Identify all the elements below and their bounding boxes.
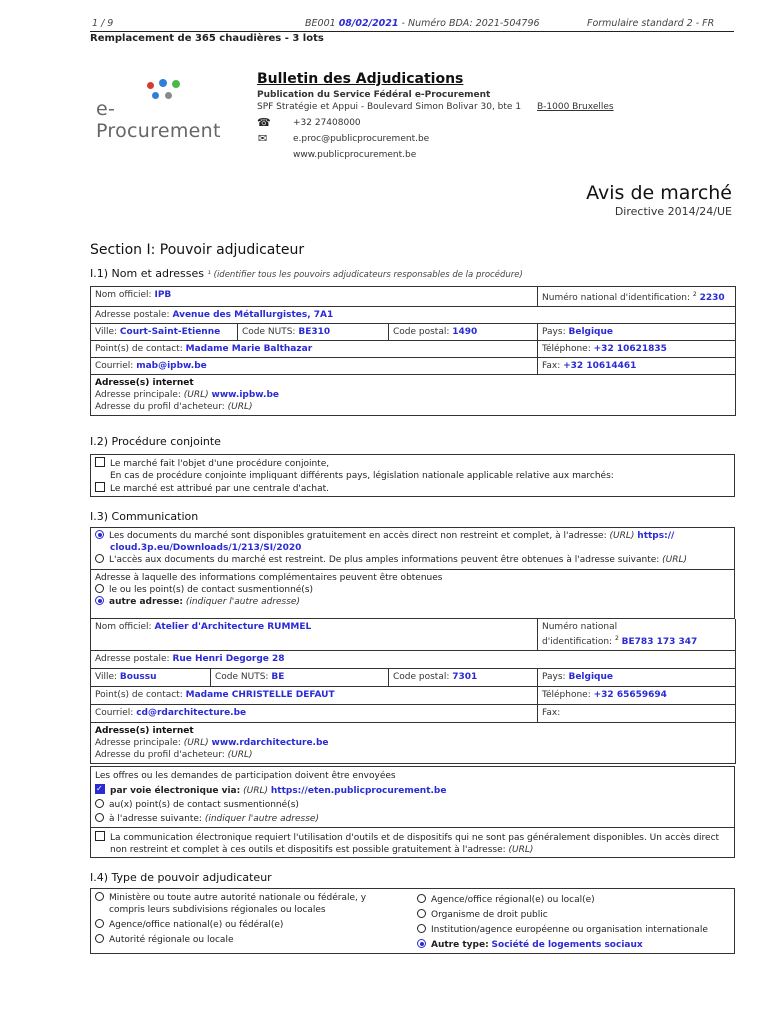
adr2-label: Adresse postale: (95, 654, 170, 664)
ville2-value: Boussu (119, 672, 157, 682)
eprocurement-logo (90, 74, 230, 142)
type-eu-institution-label: Institution/agence européenne ou organisation internationale (431, 925, 708, 935)
logo-dot-green (172, 80, 180, 88)
type-regional-authority-radio[interactable] (95, 934, 104, 943)
i4-title: I.4) Type de pouvoir adjudicateur (90, 871, 272, 884)
i3-title: I.3) Communication (90, 510, 199, 523)
url-tag: (URL) (243, 786, 268, 796)
more-info-contact-label: le ou les point(s) de contact susmentionné(s) (109, 585, 314, 595)
natid2-label1: Numéro national (542, 622, 618, 632)
natid-sup: 2 (692, 291, 697, 298)
internet-label: Adresse(s) internet (95, 378, 194, 388)
docs-free-radio[interactable] (95, 530, 104, 539)
contact-value: Madame Marie Balthazar (185, 344, 313, 354)
type-regional-authority-label: Autorité régionale ou locale (109, 935, 234, 945)
i1-table (90, 286, 736, 416)
bulletin-phone: +32 27408000 (293, 118, 361, 128)
pays-value: Belgique (568, 327, 614, 337)
bulletin-city: B-1000 Bruxelles (537, 102, 614, 112)
submit-other-note: (indiquer l'autre adresse) (204, 814, 319, 824)
subject-title: Remplacement de 365 chaudières - 3 lots (90, 33, 324, 44)
type-regional-agency-radio[interactable] (417, 894, 426, 903)
i1-title: I.1) Nom et adresses (90, 267, 205, 280)
i2-box (90, 454, 735, 497)
cp-value: 1490 (452, 327, 478, 337)
adr2-value: Rue Henri Degorge 28 (172, 654, 285, 664)
nuts-value: BE310 (298, 327, 331, 337)
more-info-other-label: autre adresse: (109, 597, 183, 607)
more-info-contact-radio[interactable] (95, 584, 104, 593)
pays2-value: Belgique (568, 672, 613, 682)
central-purchase-label: Le marché est attribué par une centrale d'achat. (110, 484, 329, 494)
tel-label: Téléphone: (542, 344, 591, 354)
pays2-label: Pays: (542, 672, 566, 682)
cp-label: Code postal: (393, 327, 450, 337)
fax-value: +32 10614461 (563, 361, 637, 371)
type-public-body-label: Organisme de droit public (431, 910, 548, 920)
type-national-agency-radio[interactable] (95, 919, 104, 928)
bulletin-email[interactable]: e.proc@publicprocurement.be (293, 134, 430, 144)
i4-right-column (417, 894, 732, 951)
cp2-label: Code postal: (393, 672, 450, 682)
profil-label: Adresse du profil d'acheteur: (95, 402, 225, 412)
main2-url[interactable]: www.rdarchitecture.be (211, 738, 329, 748)
section-title: Section I: Pouvoir adjudicateur (90, 242, 305, 258)
adr-value: Avenue des Métallurgistes, 7A1 (172, 310, 334, 320)
more-info-other-radio[interactable] (95, 596, 104, 605)
i3-table (90, 619, 736, 764)
logo-text: e-Procurement (96, 98, 221, 142)
notice-title: Avis de marché (586, 182, 732, 204)
i1-note: ¹ (identifier tous les pouvoirs adjudicateurs responsables de la procédure) (207, 270, 523, 280)
type-other-label: Autre type: (431, 940, 489, 950)
central-purchase-checkbox[interactable] (95, 482, 105, 492)
natid2-value: BE783 173 347 (621, 637, 698, 647)
tools-text-line2: non restreint et complet à ces outils et dispositifs est possible gratuitement à l'adresse: (110, 845, 506, 855)
i4-left-column (95, 892, 395, 946)
bulletin-web[interactable]: www.publicprocurement.be (293, 150, 417, 160)
bulletin-title: Bulletin des Adjudications (257, 71, 464, 87)
joint-procedure-note: En cas de procédure conjointe impliquant différents pays, législation nationale applicable relative aux marchés: (110, 471, 614, 481)
bulletin-subtitle: Publication du Service Fédéral e-Procurement (257, 90, 491, 100)
adr-label: Adresse postale: (95, 310, 170, 320)
form-type: Formulaire standard 2 - FR (587, 18, 715, 29)
notice-directive: Directive 2014/24/UE (614, 205, 732, 218)
submit-other-radio[interactable] (95, 813, 104, 822)
type-eu-institution-radio[interactable] (417, 924, 426, 933)
pays-label: Pays: (542, 327, 566, 337)
joint-procedure-label: Le marché fait l'objet d'une procédure conjointe, (110, 459, 330, 469)
submit-url[interactable]: https://eten.publicprocurement.be (270, 786, 447, 796)
url-tag: (URL) (662, 555, 688, 565)
submit-electronic-label: par voie électronique via: (110, 786, 241, 796)
tools-box (90, 828, 735, 858)
nom2-value: Atelier d'Architecture RUMMEL (154, 622, 312, 632)
url-tag: (URL) (609, 531, 635, 541)
nom-label: Nom officiel: (95, 290, 152, 300)
type-ministry-radio[interactable] (95, 892, 104, 901)
more-info-label: Adresse à laquelle des informations complémentaires peuvent être obtenues (95, 573, 443, 583)
main2-label: Adresse principale: (95, 738, 181, 748)
docs-restricted-label: L'accès aux documents du marché est restreint. De plus amples informations peuvent être obtenues à l'adresse suivante: (109, 555, 660, 565)
bulletin-address: SPF Stratégie et Appui - Boulevard Simon Bolivar 30, bte 1 (257, 102, 522, 112)
submit-other-label: à l'adresse suivante: (109, 814, 202, 824)
nom2-label: Nom officiel: (95, 622, 152, 632)
contact2-label: Point(s) de contact: (95, 690, 183, 700)
type-national-agency-label: Agence/office national(e) ou fédéral(e) (109, 920, 284, 930)
url-tag: (URL) (227, 402, 253, 412)
mail2-value[interactable]: cd@rdarchitecture.be (136, 708, 247, 718)
submit-electronic-checkbox[interactable] (95, 784, 105, 794)
logo-dot-red (147, 82, 154, 89)
url-tag: (URL) (227, 750, 253, 760)
submission-box (90, 766, 735, 828)
logo-dot-blue (159, 79, 167, 87)
nuts2-label: Code NUTS: (215, 672, 269, 682)
docs-restricted-radio[interactable] (95, 554, 104, 563)
i2-title: I.2) Procédure conjointe (90, 435, 221, 448)
fax-label: Fax: (542, 361, 561, 371)
url-tag: (URL) (508, 845, 534, 855)
tools-text-line1: La communication électronique requiert l'utilisation d'outils et de dispositifs qui ne sont pas généralement disponibles. Un accès direct (110, 833, 720, 843)
bda-number: - Numéro BDA: 2021-504796 (401, 18, 540, 29)
fax2-label: Fax: (542, 708, 561, 718)
tools-checkbox[interactable] (95, 831, 105, 841)
natid-label: Numéro national d'identification: (542, 293, 691, 303)
nom-value: IPB (154, 290, 172, 300)
tel2-value: +32 65659694 (593, 690, 667, 700)
url-tag: (URL) (183, 738, 209, 748)
ville-label: Ville: (95, 327, 118, 337)
ville2-label: Ville: (95, 672, 118, 682)
phone-icon: ☎ (257, 116, 271, 129)
tel2-label: Téléphone: (542, 690, 591, 700)
doc-code: BE001 (305, 18, 336, 29)
type-ministry-label: Ministère ou toute autre autorité nationale ou fédérale, y compris leurs subdivisions régionales ou locales (109, 893, 367, 915)
docs-box (90, 527, 735, 570)
profil2-label: Adresse du profil d'acheteur: (95, 750, 225, 760)
more-info-box (90, 570, 735, 619)
docs-free-label: Les documents du marché sont disponibles gratuitement en accès direct non restreint et complet, à l'adresse: (109, 531, 607, 541)
type-other-radio[interactable] (417, 939, 426, 948)
nuts-label: Code NUTS: (242, 327, 296, 337)
submit-contact-radio[interactable] (95, 799, 104, 808)
cp2-value: 7301 (452, 672, 478, 682)
i4-box (90, 888, 735, 954)
mail-label: Courriel: (95, 361, 134, 371)
docs-url-part2[interactable]: cloud.3p.eu/Downloads/1/213/SI/2020 (110, 543, 302, 553)
type-public-body-radio[interactable] (417, 909, 426, 918)
doc-reference (305, 18, 540, 29)
submission-label: Les offres ou les demandes de participation doivent être envoyées (95, 771, 396, 781)
more-info-other-note: (indiquer l'autre adresse) (185, 597, 300, 607)
nuts2-value: BE (271, 672, 285, 682)
type-regional-agency-label: Agence/office régional(e) ou local(e) (431, 895, 595, 905)
i1-heading (90, 267, 523, 280)
doc-date: 08/02/2021 (338, 18, 399, 29)
main-url[interactable]: www.ipbw.be (211, 390, 280, 400)
docs-url-part1[interactable]: https:// (637, 531, 675, 541)
joint-procedure-checkbox[interactable] (95, 457, 105, 467)
main-label: Adresse principale: (95, 390, 181, 400)
natid2-label2: d'identification: (542, 637, 613, 647)
natid-value: 2230 (699, 293, 725, 303)
mail-value[interactable]: mab@ipbw.be (136, 361, 207, 371)
tel-value: +32 10621835 (593, 344, 667, 354)
contact2-value: Madame CHRISTELLE DEFAUT (185, 690, 335, 700)
envelope-icon: ✉ (258, 132, 268, 145)
header-rule (90, 31, 734, 32)
ville-value: Court-Saint-Etienne (119, 327, 221, 337)
contact-label: Point(s) de contact: (95, 344, 183, 354)
submit-contact-label: au(x) point(s) de contact susmentionné(s) (109, 800, 299, 810)
natid2-sup: 2 (614, 635, 619, 642)
url-tag: (URL) (183, 390, 209, 400)
mail2-label: Courriel: (95, 708, 134, 718)
page-number: 1 / 9 (92, 18, 114, 29)
type-other-value: Société de logements sociaux (491, 940, 643, 950)
internet2-label: Adresse(s) internet (95, 726, 194, 736)
